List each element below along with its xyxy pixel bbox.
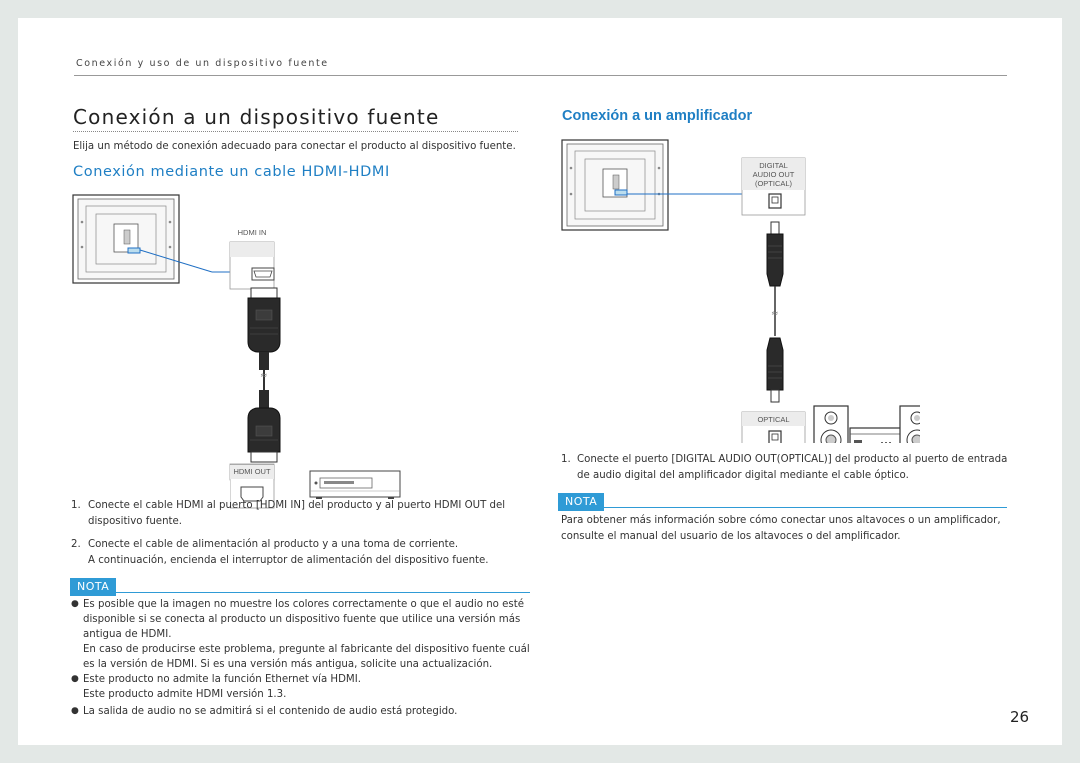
step-2 <box>71 537 531 568</box>
manual-page <box>18 18 1062 745</box>
bullet-text: La salida de audio no se admitirá si el contenido de audio está protegido. <box>83 706 458 717</box>
bullet-text: Es posible que la imagen no muestre los colores correctamente o que el audio no esté disponible si se conecta al producto un dispositivo fuente que utilice una versión más antigua de HDMI. <box>83 599 524 640</box>
hdmi-subtitle: Conexión mediante un cable HDMI-HDMI <box>73 164 390 180</box>
amplifier-step <box>561 452 1011 483</box>
header-divider <box>74 75 1007 76</box>
speaker-system-illustration <box>814 406 920 443</box>
intro-text: Elija un método de conexión adecuado para conectar el producto al dispositivo fuente. <box>73 141 516 152</box>
port-label-line: DIGITAL <box>759 161 788 170</box>
hdmi-out-label: HDMI OUT <box>233 467 271 476</box>
page-number: 26 <box>1010 708 1030 726</box>
monitor-back-illustration <box>73 195 179 283</box>
digital-audio-out-label <box>742 161 805 188</box>
step-text: Conecte el cable HDMI al puerto [HDMI IN] del producto y al puerto HDMI OUT del dispositivo fuente. <box>88 500 506 527</box>
hdmi-steps-list <box>71 498 531 576</box>
nota-badge: NOTA <box>558 493 604 511</box>
step-1 <box>561 452 1011 483</box>
hdmi-cable-illustration <box>248 288 280 462</box>
bullet-extra: Este producto admite HDMI versión 1.3. <box>83 689 287 700</box>
amplifier-subtitle: Conexión a un amplificador <box>562 108 753 124</box>
hdmi-in-label: HDMI IN <box>237 228 267 237</box>
nota-header-left <box>70 575 530 593</box>
optical-cable-illustration <box>767 222 783 402</box>
step-number: 1. <box>561 454 571 465</box>
port-label-line: (OPTICAL) <box>754 179 793 188</box>
step-number: 1. <box>71 500 81 511</box>
step-text-continuation: A continuación, encienda el interruptor de alimentación del dispositivo fuente. <box>88 554 489 566</box>
bullet-extra: En caso de producirse este problema, pregunte al fabricante del dispositivo fuente cuál es la versión de HDMI. Si es una versión más antigua, solicite una actualización. <box>83 644 530 670</box>
step-number: 2. <box>71 539 81 550</box>
page-title: Conexión a un dispositivo fuente <box>73 105 440 129</box>
svg-text:≈: ≈ <box>771 309 779 319</box>
hdmi-in-port-box <box>230 242 274 289</box>
amplifier-connection-diagram <box>560 138 920 443</box>
title-divider <box>73 131 518 132</box>
bullet-text: Este producto no admite la función Ethernet vía HDMI. <box>83 674 361 685</box>
list-item <box>71 597 531 672</box>
dvd-player-illustration <box>310 471 400 499</box>
list-item <box>71 704 531 719</box>
step-1 <box>71 498 531 529</box>
nota-badge: NOTA <box>70 578 116 596</box>
bullet-icon: ● <box>71 706 79 716</box>
list-item <box>71 672 531 702</box>
step-text: Conecte el puerto [DIGITAL AUDIO OUT(OPTICAL)] del producto al puerto de entrada de audio digital del amplificador digital mediante el cable óptico. <box>577 454 1008 481</box>
breadcrumb: Conexión y uso de un dispositivo fuente <box>76 58 329 69</box>
notes-bullet-list <box>71 597 531 719</box>
port-label-line: AUDIO OUT <box>752 170 795 179</box>
optical-label: OPTICAL <box>757 415 790 424</box>
bullet-icon: ● <box>71 674 79 684</box>
monitor-back-illustration <box>562 140 668 230</box>
step-text: Conecte el cable de alimentación al producto y a una toma de corriente. <box>88 539 459 550</box>
bullet-icon: ● <box>71 599 79 609</box>
nota-header-right <box>558 490 1007 508</box>
amplifier-note-text: Para obtener más información sobre cómo conectar unos altavoces o un amplificador, consulte el manual del usuario de los altavoces o del amplificador. <box>561 515 1001 542</box>
svg-text:≈: ≈ <box>260 371 268 381</box>
